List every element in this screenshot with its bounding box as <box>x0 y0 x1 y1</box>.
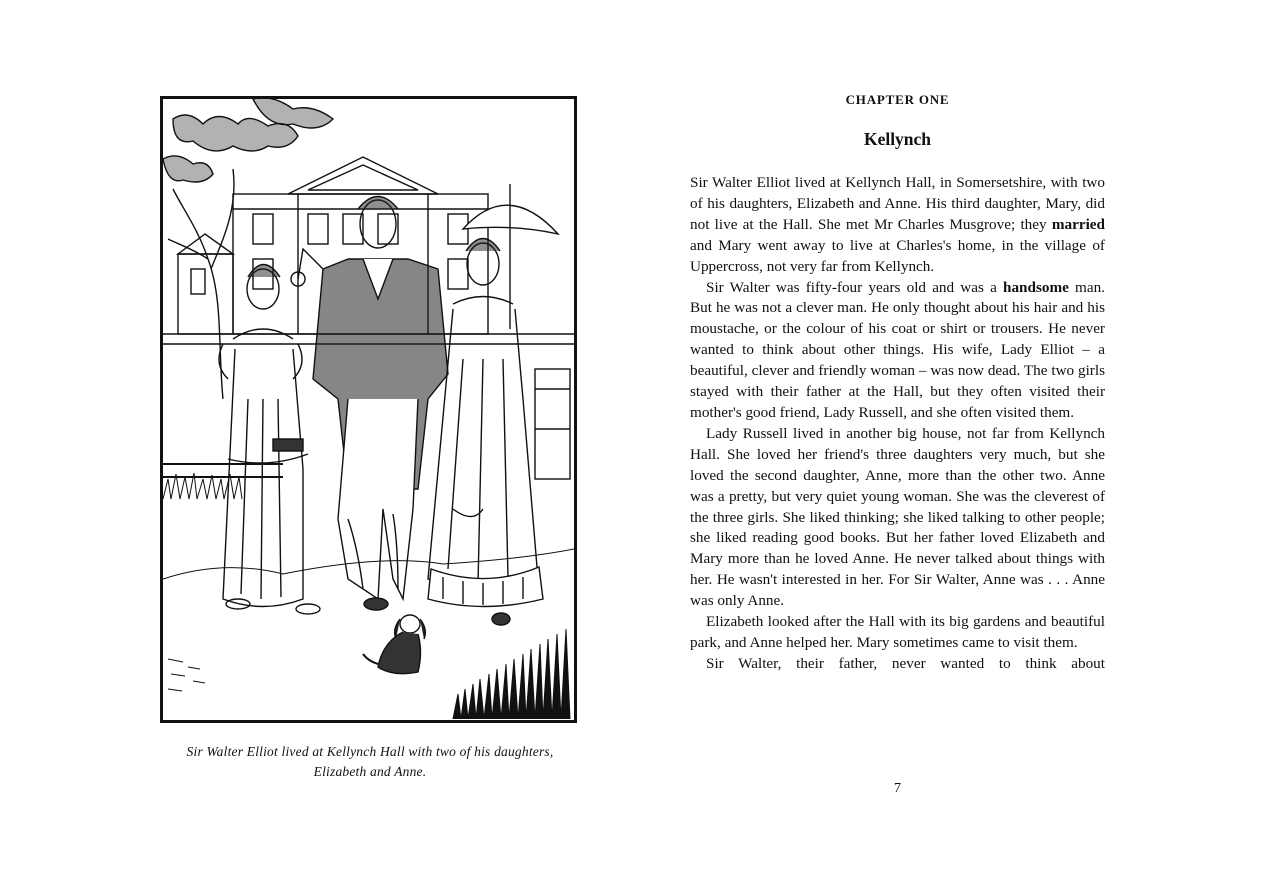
dog-drawing <box>363 615 425 674</box>
paragraph <box>690 424 1105 612</box>
paragraph <box>690 173 1105 278</box>
illustration-drawing <box>163 99 574 720</box>
elizabeth-figure <box>428 184 558 625</box>
text-segment: Lady Russell lived in another big house, not far from Kellynch Hall. She loved her friend's three daughters very much, but she loved the second daughter, Anne, more than the other two. Anne was a pretty, but very quiet young woman. She was the cleverest of the three girls. She liked thinking; she liked talking to other people; she liked reading good books. But her father loved Elizabeth and Mary more than he loved Anne. He never talked about things with her. He wasn't interested in her. For Sir Walter, Anne was . . . Anne was only Anne. <box>690 424 1105 610</box>
text-segment: Sir Walter, their father, never wanted to think about <box>706 654 1105 672</box>
paragraph <box>690 654 1105 675</box>
text-segment: Sir Walter Elliot lived at Kellynch Hall, in Somersetshire, with two of his daughters, Elizabeth and Anne. His third daughter, Mary, did not live at the Hall. She met Mr Charles Musgrove; they <box>690 174 1105 233</box>
paragraph <box>690 278 1105 424</box>
stairs-drawing <box>535 369 570 479</box>
caption-line-1: Sir Walter Elliot lived at Kellynch Hall with two of his daughters, <box>186 744 554 759</box>
text-segment: man. But he was not a clever man. He only thought about his hair and his moustache, or the colour of his coat or shirt or trousers. He never wanted to think about other things. His wife, Lady Elliot – a beautiful, clever and friendly woman – was now dead. The two girls stayed with their father at the Hall, but they often visited their mother's good friend, Lady Russell, and she often visited them. <box>690 278 1105 421</box>
tree-drawing <box>163 99 333 399</box>
anne-figure <box>163 265 320 615</box>
glossary-word-handsome: handsome <box>1003 278 1069 296</box>
chapter-title: Kellynch <box>863 129 932 149</box>
glossary-word-married: married <box>1051 215 1105 233</box>
text-segment: Elizabeth looked after the Hall with its big gardens and beautiful park, and Anne helped her. Mary sometimes came to visit them. <box>690 613 1105 651</box>
chapter-label: CHAPTER ONE <box>845 92 950 107</box>
paragraph <box>690 612 1105 654</box>
chapter-body <box>690 173 1105 675</box>
illustration <box>160 96 577 723</box>
caption-line-2: Elizabeth and Anne. <box>313 764 427 779</box>
text-segment: Sir Walter was fifty-four years old and was a <box>706 278 1004 296</box>
text-segment: and Mary went away to live at Charles's home, in the village of Uppercross, not very far from Kellynch. <box>690 236 1105 275</box>
illustration-caption <box>150 742 590 782</box>
page-number: 7 <box>894 781 901 796</box>
